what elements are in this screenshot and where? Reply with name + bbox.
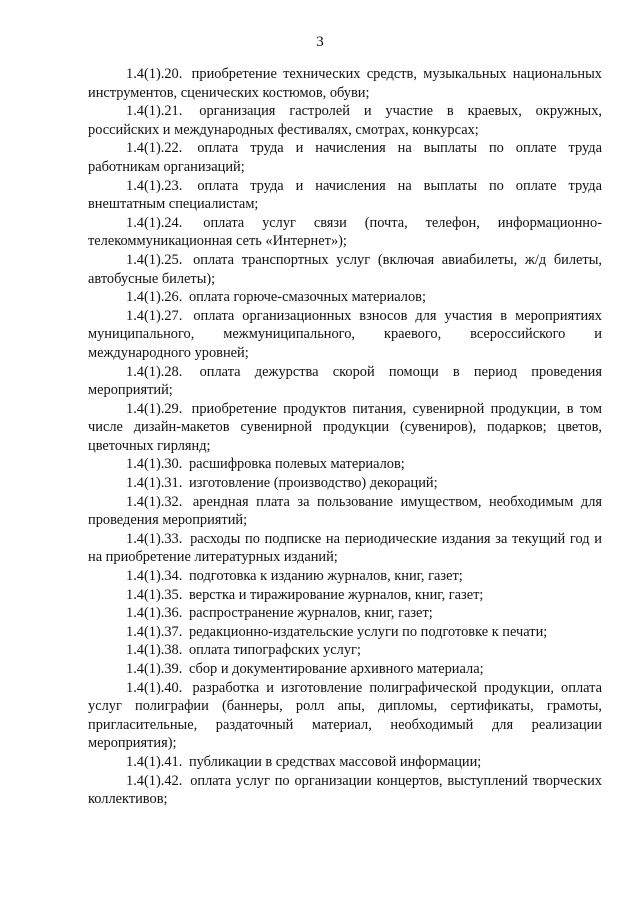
- item-number: 1.4(1).20.: [126, 66, 183, 82]
- item-text: публикации в средствах массовой информации;: [188, 753, 482, 770]
- list-item: [88, 679, 602, 753]
- list-item: [88, 177, 602, 214]
- item-number: 1.4(1).21.: [126, 103, 183, 120]
- item-number: 1.4(1).30.: [126, 456, 183, 473]
- item-number: 1.4(1).35.: [126, 586, 183, 603]
- item-text: оплата услуг связи (почта, телефон, информационно-телекоммуникационная сеть «Интернет»);: [88, 214, 602, 250]
- item-number: 1.4(1).39.: [126, 661, 183, 677]
- page-number: 3: [316, 34, 324, 50]
- list-item: [88, 567, 602, 586]
- list-item: [88, 660, 602, 679]
- item-number: 1.4(1).25.: [126, 251, 183, 268]
- list-item: [88, 363, 602, 400]
- item-text: редакционно-издательские услуги по подготовке к печати;: [188, 623, 548, 640]
- item-number: 1.4(1).38.: [126, 642, 183, 659]
- list-item: [88, 474, 602, 493]
- list-item: [88, 493, 602, 530]
- item-number: 1.4(1).28.: [126, 363, 183, 380]
- list-item: [88, 307, 602, 363]
- list-item: [88, 623, 602, 642]
- item-text: организация гастролей и участие в краевых, окружных, российских и международных фестивалях, смотрах, конкурсах;: [88, 103, 602, 138]
- list-item: [88, 455, 602, 474]
- list-item: [88, 530, 602, 567]
- item-number: 1.4(1).40.: [126, 679, 183, 696]
- item-number: 1.4(1).33.: [126, 530, 183, 547]
- item-text: подготовка к изданию журналов, книг, газет;: [188, 568, 463, 585]
- item-text: оплата труда и начисления на выплаты по оплате труда внештатным специалистам;: [88, 177, 602, 213]
- list-item: [88, 586, 602, 605]
- item-number: 1.4(1).34.: [126, 568, 183, 585]
- item-text: приобретение продуктов питания, сувенирной продукции, в том числе дизайн-макетов сувенирной продукции (сувениров), подарков; цветов, цветочных гирлянд;: [88, 400, 602, 454]
- list-item: [88, 641, 602, 660]
- list-item: [88, 288, 602, 307]
- item-text: приобретение технических средств, музыкальных национальных инструментов, сценических костюмов, обуви;: [88, 66, 603, 101]
- item-text: оплата организационных взносов для участия в мероприятиях муниципального, межмуниципального, краевого, всероссийского и международного уровней;: [88, 307, 602, 361]
- item-text: оплата типографских услуг;: [188, 642, 361, 659]
- item-number: 1.4(1).27.: [126, 307, 183, 324]
- item-text: расходы по подписке на периодические издания за текущий год и на приобретение литературных изданий;: [88, 530, 602, 566]
- item-number: 1.4(1).26.: [126, 289, 183, 306]
- item-number: 1.4(1).37.: [126, 623, 183, 640]
- item-number: 1.4(1).24.: [126, 214, 183, 231]
- item-number: 1.4(1).36.: [126, 605, 183, 622]
- item-text: разработка и изготовление полиграфической продукции, оплата услуг полиграфии (баннеры, ролл апы, дипломы, сертификаты, грамоты, пригласительные, раздаточный материал, необходимый для реализации мероприятия);: [88, 679, 602, 752]
- list-item: [88, 604, 602, 623]
- item-number: 1.4(1).42.: [126, 772, 183, 789]
- item-text: распространение журналов, книг, газет;: [188, 605, 433, 622]
- list-item: [88, 400, 602, 456]
- item-number: 1.4(1).41.: [126, 753, 183, 770]
- item-number: 1.4(1).22.: [126, 140, 183, 157]
- list-item: [88, 139, 602, 176]
- item-text: оплата труда и начисления на выплаты по оплате труда работникам организаций;: [88, 140, 602, 175]
- item-number: 1.4(1).32.: [126, 493, 183, 510]
- item-number: 1.4(1).29.: [126, 400, 183, 417]
- item-text: верстка и тиражирование журналов, книг, газет;: [188, 586, 484, 603]
- list-item: [88, 772, 602, 809]
- item-number: 1.4(1).23.: [126, 177, 183, 194]
- document-body: [88, 65, 602, 809]
- list-item: [88, 102, 602, 139]
- list-item: [88, 251, 602, 288]
- item-text: расшифровка полевых материалов;: [188, 456, 405, 473]
- list-item: [88, 753, 602, 772]
- item-text: оплата услуг по организации концертов, выступлений творческих коллективов;: [88, 772, 602, 808]
- item-text: оплата дежурства скорой помощи в период проведения мероприятий;: [88, 363, 602, 399]
- item-text: арендная плата за пользование имуществом, необходимым для проведения мероприятий;: [88, 493, 602, 529]
- list-item: [88, 214, 602, 251]
- item-text: оплата горюче-смазочных материалов;: [188, 289, 426, 306]
- item-number: 1.4(1).31.: [126, 475, 183, 492]
- list-item: [88, 65, 602, 102]
- item-text: оплата транспортных услуг (включая авиабилеты, ж/д билеты, автобусные билеты);: [88, 251, 602, 287]
- item-text: изготовление (производство) декораций;: [188, 475, 438, 492]
- item-text: сбор и документирование архивного материала;: [188, 661, 484, 677]
